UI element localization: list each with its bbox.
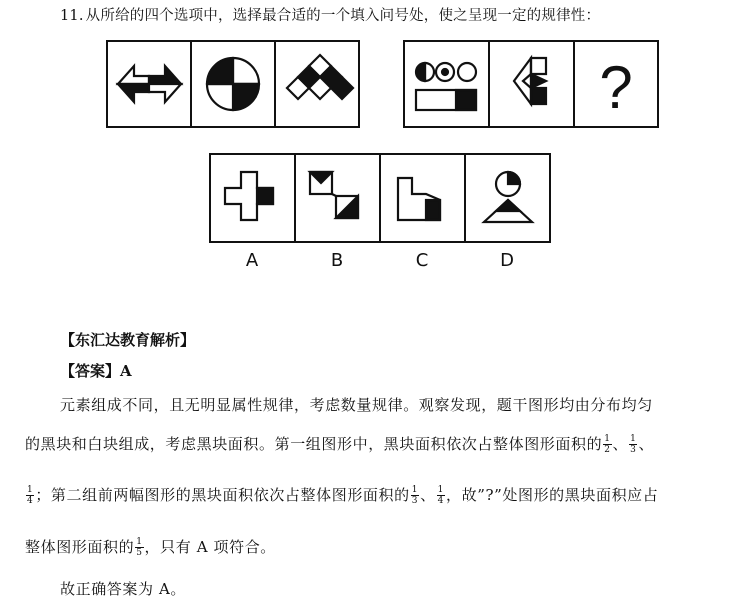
- fraction-1-4-b: $\frac{1}{4}$: [437, 484, 444, 506]
- analysis-line-3-text: ；第二组前两幅图形的黑块面积依次占整体图形面积的: [35, 486, 410, 504]
- separator: 、: [612, 435, 629, 453]
- option-c-label[interactable]: C: [415, 250, 429, 271]
- option-d-figure: [484, 172, 532, 222]
- option-a-figure: [225, 172, 273, 220]
- stem-figure-2: [207, 58, 259, 110]
- analysis-line-4-text: 整体图形面积的: [25, 538, 135, 556]
- fraction-1-5: $\frac{1}{5}$: [136, 536, 143, 558]
- option-a-label[interactable]: A: [245, 250, 259, 271]
- fraction-1-4: $\frac{1}{4}$: [27, 484, 34, 506]
- stem-figure-3: [287, 55, 353, 99]
- stem-figure-1: [118, 66, 181, 102]
- option-b-label[interactable]: B: [330, 250, 344, 271]
- question-prompt: 从所给的四个选项中，选择最合适的一个填入问号处，使之呈现一定的规律性：: [85, 8, 601, 24]
- analysis-line-1: 元素组成不同，且无明显属性规律，考虑数量规律。观察发现，题干图形均由分布均匀: [60, 396, 653, 414]
- conclusion: 故正确答案为 A。: [60, 580, 187, 598]
- question-mark: ?: [599, 54, 633, 121]
- answer-label: 【答案】: [60, 362, 121, 380]
- fraction-1-3-b: $\frac{1}{3}$: [411, 484, 419, 506]
- answer-line: [60, 361, 132, 381]
- analysis-line-2-text: 的黑块和白块组成，考虑黑块面积。第一组图形中，黑块面积依次占整体图形面积的: [25, 435, 603, 453]
- puzzle-figure: [0, 0, 756, 300]
- question-number: 11.: [60, 8, 84, 24]
- analysis-line-3-end: ，故”?”处图形的黑块面积应占: [446, 486, 659, 504]
- separator: 、: [420, 486, 436, 504]
- analysis-line-4: [25, 536, 276, 559]
- option-d-label[interactable]: D: [500, 250, 514, 271]
- analysis-line-2: [25, 433, 654, 456]
- stem-figure-4: [416, 63, 476, 110]
- fraction-1-2: $\frac{1}{2}$: [604, 433, 611, 455]
- analysis-line-3: [25, 484, 658, 507]
- separator: 、: [638, 435, 655, 453]
- analysis-heading: 【东汇达教育解析】: [60, 331, 196, 349]
- answer-value: A: [120, 362, 132, 380]
- option-b-figure: [310, 172, 358, 218]
- fraction-1-3: $\frac{1}{3}$: [630, 433, 637, 455]
- analysis-line-4-end: ，只有 A 项符合。: [144, 538, 276, 556]
- stem-figure-5: [514, 58, 546, 104]
- option-c-figure: [398, 178, 440, 220]
